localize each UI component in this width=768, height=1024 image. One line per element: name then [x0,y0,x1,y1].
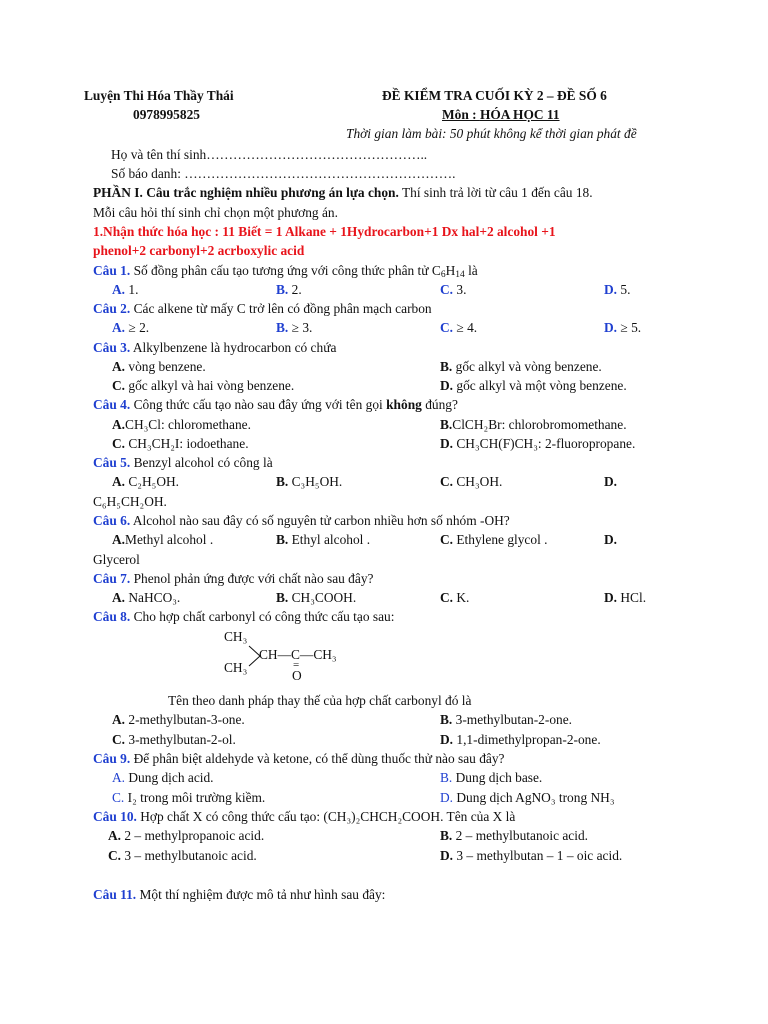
option-text: Methyl alcohol . [125,532,214,547]
question-10 [93,808,515,826]
option-text: vòng benzene. [125,359,206,374]
question-5 [93,454,273,472]
option-text: CH₃CH(F)CH₃: 2-fluoropropane. [453,436,636,451]
question-8 [93,608,394,626]
question-label: Câu 2. [93,301,131,316]
option-text: 2. [291,282,302,297]
option-d-continued: C₆H₅CH₂OH. [93,494,167,509]
question-text: Một thí nghiệm được mô tả như hình sau đây: [136,887,386,902]
struct-main-chain: CH—C—CH₃ [259,647,337,662]
option-c[interactable] [112,435,249,453]
option-text: ≥ 4. [456,320,478,335]
option-b[interactable] [276,589,356,607]
part1-heading-rest: Thí sinh trả lời từ câu 1 đến câu 18. [398,185,593,200]
part1-heading [93,184,593,202]
phone-number: 0978995825 [133,107,200,122]
option-letter: A. [112,712,126,727]
question-text: H [445,263,456,278]
option-c[interactable] [440,589,469,607]
option-b[interactable] [276,473,342,491]
option-letter: B. [276,590,289,605]
option-b[interactable] [440,358,602,376]
option-letter: A. [112,770,126,785]
option-letter: B. [276,474,289,489]
red-note-line2: phenol+2 carbonyl+2 acrboxylic acid [93,243,305,258]
student-id-field: Số báo danh: ……………………………………………………. [111,166,456,181]
option-text: I₂ trong môi trường kiềm. [124,790,266,805]
red-note-line1: 1.Nhận thức hóa học : 11 Biết = 1 Alkane + 1Hydrocarbon+1 Dx hal+2 alcohol +1 [93,224,556,239]
option-letter: C. [440,320,454,335]
option-letter: D. [440,378,454,393]
option-letter: B. [276,532,289,547]
option-text: Ethyl alcohol . [288,532,371,547]
option-letter: D. [604,320,618,335]
question-text: Các alkene từ mấy C trở lên có đồng phân mạch carbon [130,301,432,316]
option-letter: D. [440,790,454,805]
option-letter: A. [108,828,122,843]
option-c[interactable] [112,377,294,395]
option-letter: D. [440,732,454,747]
option-d[interactable] [604,531,617,549]
option-b[interactable] [440,769,542,787]
option-text: Dung dịch base. [452,770,543,785]
time-note: Thời gian làm bài: 50 phút không kể thời gian phát đề [346,126,637,141]
option-text: CH₃OH. [453,474,503,489]
option-text: HCl. [617,590,647,605]
option-a[interactable] [108,827,264,845]
question-label: Câu 4. [93,397,131,412]
option-letter: B. [440,828,453,843]
option-letter: A. [112,474,126,489]
question-text: đúng? [421,397,458,412]
option-d[interactable] [440,789,615,807]
question-label: Câu 1. [93,263,131,278]
option-c[interactable] [440,281,466,299]
option-letter: A. [112,282,126,297]
option-text: Dung dịch acid. [125,770,214,785]
option-text: 1. [128,282,139,297]
option-b[interactable] [276,319,312,337]
option-c[interactable] [112,789,265,807]
question-9 [93,750,504,768]
option-text: NaHCO₃. [125,590,181,605]
option-letter: B. [440,359,453,374]
option-text: gốc alkyl và hai vòng benzene. [125,378,295,393]
option-letter: B. [440,770,453,785]
question-text: Cho hợp chất carbonyl có công thức cấu tạo sau: [130,609,395,624]
subject-prefix: Môn : [442,107,480,122]
struct-ch3-bottom: CH₃ [224,660,248,675]
question-label: Câu 10. [93,809,137,824]
option-text: ≥ 2. [128,320,150,335]
option-text: 2-methylbutan-3-one. [125,712,245,727]
option-text: gốc alkyl và vòng benzene. [452,359,602,374]
option-letter: B. [276,320,289,335]
question-7 [93,570,373,588]
option-a[interactable] [112,711,245,729]
option-letter: C. [112,732,126,747]
question-text: là [464,263,478,278]
question-text: Hợp chất X có công thức cấu tạo: (CH₃)₂CHCH₂COOH. Tên của X là [136,809,516,824]
part1-heading-line2: Mỗi câu hỏi thí sinh chỉ chọn một phương án. [93,205,338,220]
option-letter: A. [112,359,126,374]
option-letter: C. [440,474,454,489]
option-letter: D. [604,474,618,489]
option-c[interactable] [112,731,236,749]
option-text: ≥ 5. [620,320,642,335]
option-text: CH₃COOH. [288,590,357,605]
question-11 [93,886,385,904]
option-d[interactable] [604,319,641,337]
option-d[interactable] [440,731,601,749]
option-letter: A. [112,417,126,432]
option-text: 3. [456,282,467,297]
school-name: Luyện Thi Hóa Thầy Thái [84,88,234,103]
struct-ch3-top: CH₃ [224,629,248,644]
question-2 [93,300,432,318]
question-4 [93,396,458,414]
option-text: Dung dịch AgNO₃ trong NH₃ [453,790,615,805]
option-letter: D. [604,532,618,547]
question-1 [93,262,478,280]
subscript: 14 [455,270,465,280]
option-a[interactable] [112,319,149,337]
option-letter: C. [112,790,125,805]
option-d[interactable] [440,435,635,453]
option-text: Ethylene glycol . [453,532,548,547]
option-d[interactable] [604,589,646,607]
option-text: CH₃Cl: chloromethane. [125,417,251,432]
option-d-continued: Glycerol [93,552,140,567]
option-text: C₃H₅OH. [288,474,343,489]
question-label: Câu 7. [93,571,131,586]
option-letter: A. [112,532,126,547]
question-text: Alcohol nào sau đây có số nguyên tử carbon nhiều hơn số nhóm -OH? [130,513,510,528]
option-text: ClCH₂Br: chlorobromomethane. [452,417,627,432]
option-letter: D. [440,848,454,863]
option-b[interactable] [440,416,627,434]
option-text: 1,1-dimethylpropan-2-one. [453,732,601,747]
option-text: gốc alkyl và một vòng benzene. [453,378,627,393]
option-letter: A. [112,590,126,605]
option-text: 3 – methylbutanoic acid. [121,848,257,863]
option-d[interactable] [440,377,627,395]
exam-title: ĐỀ KIỂM TRA CUỐI KỲ 2 – ĐỀ SỐ 6 [382,88,607,103]
option-text: K. [453,590,470,605]
option-letter: D. [440,436,454,451]
question-text: Công thức cấu tạo nào sau đây ứng với tên gọi [130,397,387,412]
option-c[interactable] [440,473,502,491]
question-text: Phenol phản ứng được với chất nào sau đây? [130,571,374,586]
option-letter: A. [112,320,126,335]
option-text: 2 – methylbutanoic acid. [452,828,589,843]
question-label: Câu 9. [93,751,131,766]
question-text-emphasis: không [386,397,422,412]
option-d[interactable] [604,473,617,491]
option-letter: B. [440,417,453,432]
option-a[interactable] [112,473,179,491]
option-b[interactable] [276,531,370,549]
question-text: Số đồng phân cấu tạo tương ứng với công thức phân tử C [130,263,441,278]
option-a[interactable] [112,358,206,376]
subject-line [442,106,560,124]
option-letter: C. [112,378,126,393]
question-label: Câu 6. [93,513,131,528]
struct-double-bond: = [293,659,300,671]
student-name-field: Họ và tên thí sinh………………………………………….. [111,147,428,162]
question-text: Alkylbenzene là hydrocarbon có chứa [130,340,337,355]
option-letter: B. [276,282,289,297]
struct-oxygen: O [292,668,302,683]
option-b[interactable] [440,711,572,729]
question-label: Câu 5. [93,455,131,470]
option-a[interactable] [112,531,213,549]
subscript: 6 [440,270,446,280]
option-d[interactable] [440,847,622,865]
question-text: Benzyl alcohol có công là [130,455,273,470]
option-text: 3 – methylbutan – 1 – oic acid. [453,848,623,863]
option-c[interactable] [440,319,477,337]
option-letter: C. [112,436,126,451]
question-label: Câu 8. [93,609,131,624]
question-3 [93,339,336,357]
option-text: 3-methylbutan-2-ol. [125,732,236,747]
option-text: 2 – methylpropanoic acid. [121,828,265,843]
option-a[interactable] [112,416,251,434]
option-c[interactable] [440,531,548,549]
option-text: CH₃CH₂I: iodoethane. [125,436,249,451]
option-d[interactable] [604,281,630,299]
option-text: 3-methylbutan-2-one. [452,712,573,727]
part1-heading-bold: PHẦN I. Câu trắc nghiệm nhiều phương án lựa chọn. [93,185,399,200]
question-6 [93,512,510,530]
option-letter: C. [108,848,122,863]
subject-name: HÓA HỌC 11 [479,107,560,122]
option-c[interactable] [108,847,257,865]
option-letter: B. [440,712,453,727]
question-text: Để phân biệt aldehyde và ketone, có thể dùng thuốc thử nào sau đây? [130,751,505,766]
option-a[interactable] [112,281,138,299]
option-letter: D. [604,282,618,297]
option-letter: D. [604,590,618,605]
option-a[interactable] [112,769,214,787]
option-text: ≥ 3. [291,320,313,335]
option-text: 5. [620,282,631,297]
question-label: Câu 3. [93,340,131,355]
question-label: Câu 11. [93,887,137,902]
option-letter: C. [440,590,454,605]
option-b[interactable] [276,281,302,299]
option-letter: C. [440,532,454,547]
question-prompt: Tên theo danh pháp thay thế của hợp chất carbonyl đó là [168,693,472,708]
option-a[interactable] [112,589,180,607]
option-b[interactable] [440,827,588,845]
option-letter: C. [440,282,454,297]
option-text: C₂H₅OH. [125,474,180,489]
